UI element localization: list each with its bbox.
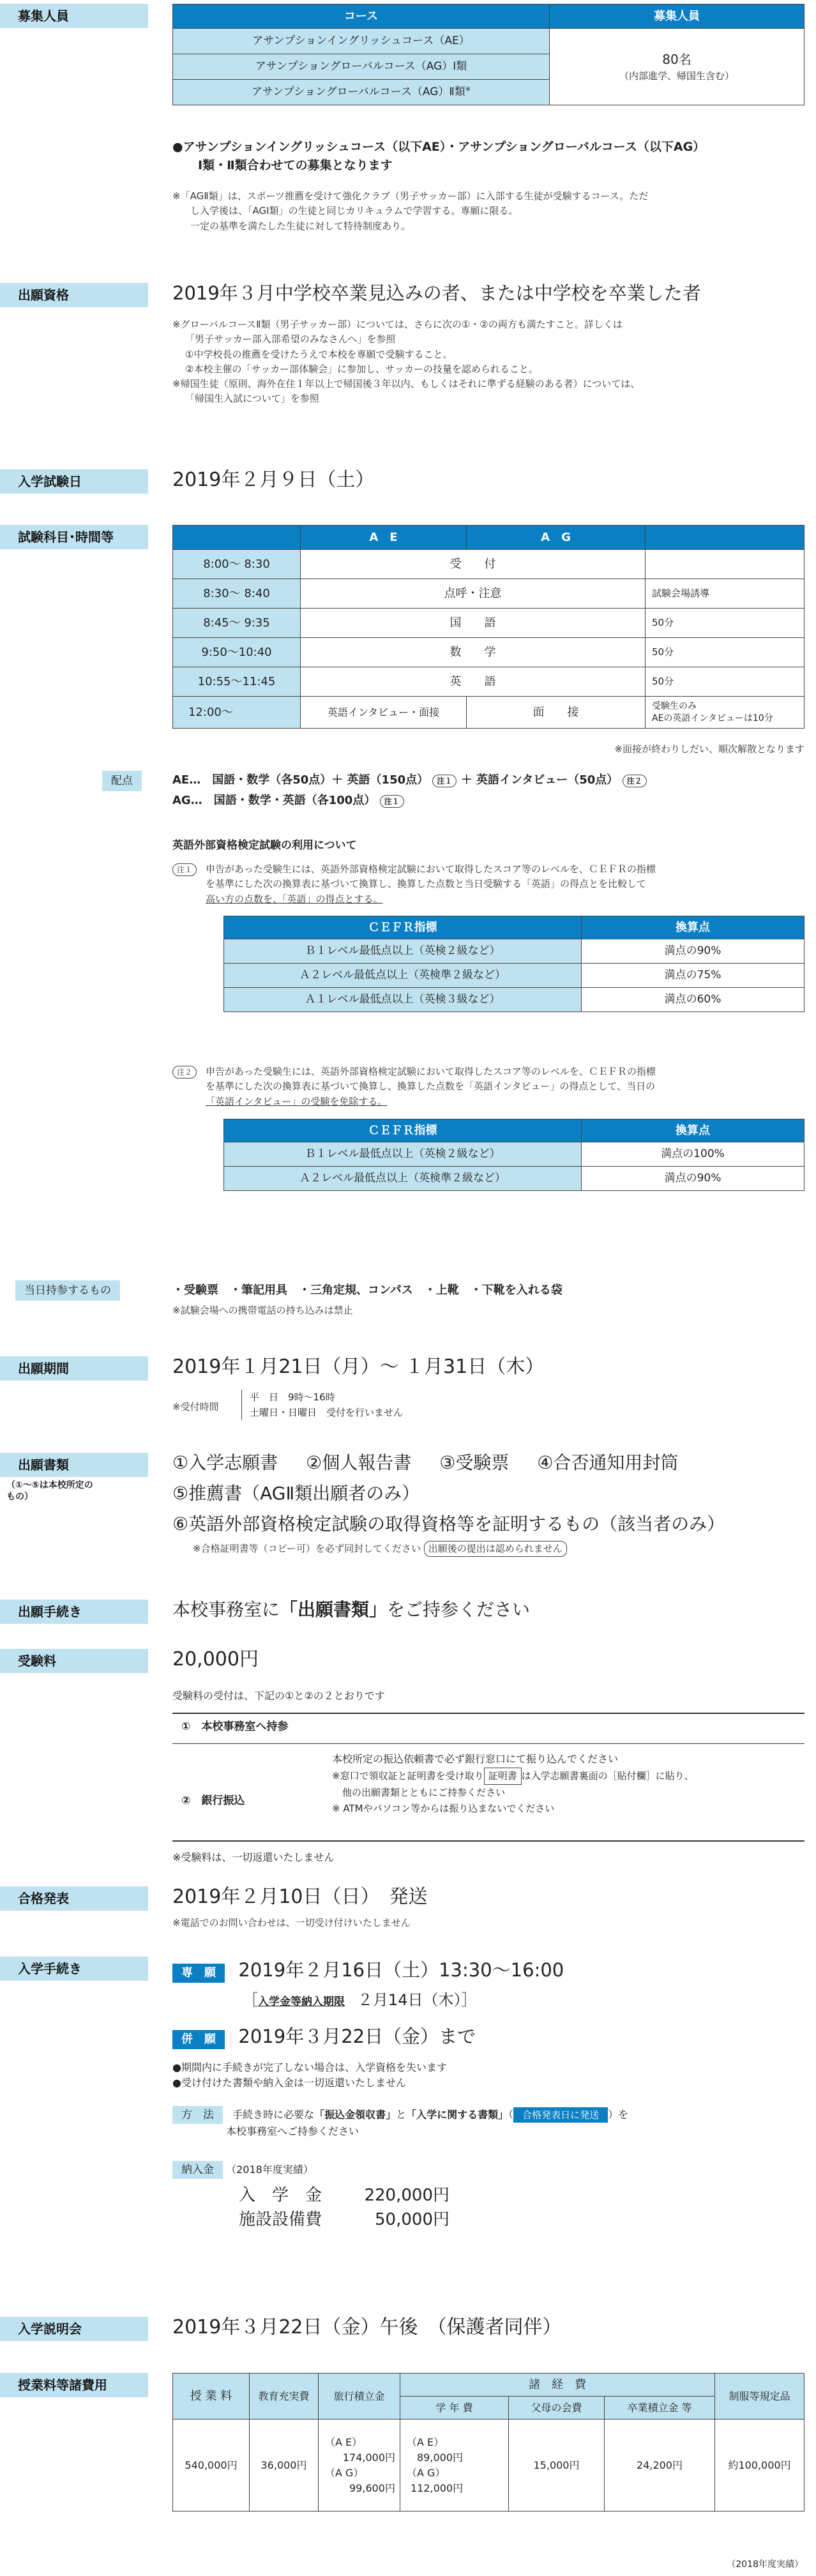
kamoku-note: 試験会場誘導 <box>646 579 805 609</box>
note2-line-3: 「英語インタビュー」の受験を免除する。 <box>206 1095 388 1107</box>
kamoku-note <box>646 550 805 579</box>
shikaku-line-4: ②本校主催の「サッカー部体験会」に参加し、サッカーの技量を認められること。 <box>185 363 538 375</box>
boshu-table <box>172 4 805 105</box>
label-mochimono: 当日持参するもの <box>15 1280 120 1301</box>
shikaku-line-3: ①中学校長の推薦を受けたうえで本校を専願で受験すること。 <box>185 348 453 360</box>
chu1-badge-ag: 注１ <box>380 795 404 808</box>
ryo-footnote: ※受験料は、一切返還いたしません <box>172 1851 335 1863</box>
shikaku-line-1: ※グローバルコースⅡ類（男子サッカー部）については、さらに次の①・②の両方も満たすこと。詳しくは <box>172 319 623 330</box>
fee1-name: 入 学 金 <box>239 2186 322 2205</box>
note2-line-1: 申告があった受験生には、英語外部資格検定試験において取得したスコア等のレベルを、ＣＥＦＲの指標 <box>206 1066 656 1077</box>
note1-badge: 注１ <box>172 863 197 876</box>
happyo-note: ※電話でのお問い合わせは、一切受け付けいたしません <box>172 1917 411 1928</box>
hiyo-h-ryoko: 旅行積立金 <box>319 2374 400 2420</box>
hiyo-h-jugyo: 授 業 料 <box>173 2374 250 2420</box>
fee1-val: 220,000円 <box>364 2186 450 2205</box>
shorui-item-1: ①入学志願書 <box>172 1452 278 1473</box>
kikan-line-1: 平 日 9時〜16時 <box>250 1391 335 1403</box>
note2-block <box>172 1064 805 1109</box>
nyugaku-nonyu <box>172 2161 805 2179</box>
shorui-row3: ⑥英語外部資格検定試験の取得資格等を証明するもの（該当者のみ） <box>172 1513 725 1534</box>
kamoku-subject: 受 付 <box>301 550 646 579</box>
haiten-label: 配点 <box>102 771 142 791</box>
kamoku-last-note-2: AEの英語インタビューは10分 <box>652 713 773 724</box>
hoho-d: 「入学に関する書類」 <box>406 2109 509 2121</box>
hoho-e: 合格発表日に発送 <box>513 2107 608 2123</box>
ryo-m2-l2a: ※窓口で領収証と証明書を受け取り <box>332 1770 484 1782</box>
course-ag2: アサンプショングローバルコース（AG）Ⅱ類※ <box>173 80 550 105</box>
gaku-ag-val: 112,000円 <box>411 2481 464 2494</box>
setsumei-main: 2019年３月22日（金）午後 （保護者同伴） <box>172 2316 562 2338</box>
kikan-line-2: 土曜日・日曜日 受付を行いません <box>250 1407 404 1418</box>
shorui-sub: （①〜⑤は本校所定のもの） <box>6 1480 93 1503</box>
heigan-date: 2019年３月22日（金）まで <box>238 2026 476 2047</box>
shorui-note <box>172 1541 816 1557</box>
kamoku-note: 50分 <box>646 609 805 638</box>
cefr2-score: 満点の90% <box>582 1167 805 1191</box>
nonyu-year: （2018年度実績） <box>226 2163 314 2176</box>
kamoku-head-note <box>646 526 805 550</box>
hoho-c: と <box>396 2109 407 2121</box>
label-kamoku: 試験科目･時間等 <box>0 525 148 549</box>
haiten-ae-a: AE… 国語・数学（各50点）＋ 英語（150点） <box>172 773 429 787</box>
cefr1-score: 満点の60% <box>582 988 805 1012</box>
kamoku-subject: 英 語 <box>301 667 646 697</box>
sengan-date: 2019年２月16日（土）13:30〜16:00 <box>238 1959 564 1981</box>
kamoku-last-note-1: 受験生のみ <box>652 701 697 712</box>
note2-line-2: を基準にした次の換算表に基づいて換算し、換算した点数を「英語インタビュー」の得点として、当日の <box>206 1080 656 1093</box>
kigen-label: 入学金等納入期限 <box>258 1996 345 2008</box>
ryo-m2-l1: 本校所定の振込依頼書で必ず銀行窓口にて振り込んでください <box>332 1753 619 1765</box>
kamoku-time-last: 12:00〜 <box>173 697 301 729</box>
kamoku-table <box>172 525 805 729</box>
heigan-badge: 併 願 <box>172 2030 225 2049</box>
kikan-uke: ※受付時間 <box>172 1401 219 1413</box>
nonyu-chip: 納入金 <box>172 2161 223 2179</box>
hiyo-v-fubo: 15,000円 <box>509 2420 605 2512</box>
course-ae: アサンプションイングリッシュコース（AE） <box>173 29 550 54</box>
shikaku-line-6: 「帰国生入試について」を参照 <box>185 393 319 405</box>
cefr2-level: Ｂ１レベル最低点以上（英検２級など） <box>224 1142 582 1167</box>
boshu-note-bold <box>172 138 805 174</box>
count-sub: （内部進学、帰国生含む） <box>619 70 734 82</box>
boshu-note-small-3: 一定の基準を満たした生徒に対して特待制度あり。 <box>190 220 411 232</box>
hoho-f: を <box>618 2109 629 2121</box>
hiyo-h-sotsu: 卒業積立金 等 <box>605 2397 715 2420</box>
shorui-note-a: ※合格証明書等（コピー可）を必ず同封してください <box>193 1543 421 1554</box>
ryo-m2-l4: ※ ATMやパソコン等からは振り込まないでください <box>332 1802 555 1814</box>
chu1-badge: 注１ <box>432 775 457 787</box>
kamoku-time: 8:00〜 8:30 <box>173 550 301 579</box>
fee2-val: 50,000円 <box>375 2209 450 2229</box>
gaku-ae-label: （A E） <box>407 2436 444 2448</box>
haiten-ae <box>172 771 805 789</box>
kamoku-time: 10:55〜11:45 <box>173 667 301 697</box>
label-shikaku: 出願資格 <box>0 283 148 307</box>
ryo-m2-l2c: は入学志願書裏面の［貼付欄］に貼り、 <box>521 1770 694 1782</box>
label-happyo: 合格発表 <box>0 1886 148 1911</box>
kamoku-time: 9:50〜10:40 <box>173 638 301 667</box>
shorui-item-2: ②個人報告書 <box>306 1452 412 1473</box>
note1-line-3: 高い方の点数を、「英語」の得点とする。 <box>206 893 383 905</box>
shikaku-line-2: 「男子サッカー部入部希望のみなさんへ」を参照 <box>185 333 396 345</box>
kikan-main: 2019年１月21日（月）～ １月31日（木） <box>172 1356 545 1378</box>
hiyo-h-gakuto: 学 年 費 <box>400 2397 509 2420</box>
kikan-hours <box>241 1390 403 1420</box>
ryo-m2-detail <box>332 1751 805 1817</box>
haiten-ag-text: AG… 国語・数学・英語（各100点） <box>172 794 376 807</box>
ryo-m1: ① 本校事務室へ持参 <box>181 1720 289 1733</box>
ryo-rule-mid <box>172 1743 805 1744</box>
chu2-badge: 注２ <box>623 775 647 787</box>
cefr1-level: Ｂ１レベル最低点以上（英検２級など） <box>224 939 582 964</box>
cefr1-score: 満点の75% <box>582 964 805 988</box>
ryo-rule-bottom <box>172 1840 805 1842</box>
course-ag1: アサンプショングローバルコース（AG）Ⅰ類 <box>173 54 550 80</box>
kamoku-last-note <box>646 697 805 729</box>
kamoku-last-ae: 英語インタビュー・面接 <box>301 697 467 729</box>
ryo-desc: 受験料の受付は、下記の①と②の２とおりです <box>172 1690 385 1702</box>
label-tetsuzuki: 出願手続き <box>0 1600 148 1624</box>
col-count: 募集人員 <box>550 4 805 29</box>
hiyo-v-ryoko <box>319 2420 400 2512</box>
count-cell <box>550 29 805 105</box>
kamoku-time: 8:30〜 8:40 <box>173 579 301 609</box>
cefr-table-1 <box>223 916 805 1012</box>
boshu-note-bold-1: ●アサンプションイングリッシュコース（以下AE）・アサンプショングローバルコース（以下AG） <box>172 140 706 154</box>
nyugaku-heigan <box>172 2023 805 2051</box>
label-shorui: 出願書類 <box>0 1453 148 1477</box>
hiyo-h-shokeihi: 諸 経 費 <box>400 2374 715 2397</box>
mochimono-items: ・受験票 ・筆記用具 ・三角定規、コンパス ・上靴 ・下靴を入れる袋 <box>172 1284 563 1297</box>
nyugaku-bullets <box>172 2060 805 2091</box>
ryoko-ae-val: 174,000円 <box>342 2451 395 2464</box>
hiyo-v-kyoiku: 36,000円 <box>250 2420 319 2512</box>
ryo-m2: ② 銀行振込 <box>181 1794 245 1807</box>
hiyo-year: （2018年度実績） <box>727 2559 803 2570</box>
note1-line-1: 申告があった受験生には、英語外部資格検定試験において取得したスコア等のレベルを、ＣＥＦＲの指標 <box>206 863 656 875</box>
label-hiyo: 授業料等諸費用 <box>0 2373 148 2397</box>
hiyo-h-seifuku: 制服等規定品 <box>715 2374 805 2420</box>
hiyo-table <box>172 2373 805 2512</box>
cefr2-level: Ａ２レベル最低点以上（英検準２級など） <box>224 1167 582 1191</box>
ryoko-ae-label: （A E） <box>325 2436 363 2448</box>
kamoku-last-ag: 面 接 <box>467 697 646 729</box>
shorui-row1 <box>172 1450 805 1475</box>
gaibu-title: 英語外部資格検定試験の利用について <box>172 839 357 852</box>
kamoku-head-blank <box>173 526 301 550</box>
shikaku-line-5: ※帰国生徒（原則、海外在住１年以上で帰国後３年以内、もしくはそれに準ずる経験のある者）については、 <box>172 378 640 390</box>
happyo-main: 2019年２月10日（日） 発送 <box>172 1886 428 1908</box>
kamoku-note: 50分 <box>646 638 805 667</box>
nyugaku-b2: ●受け付けた書類や納入金は一切返還いたしません <box>172 2077 406 2089</box>
cefr1-level: Ａ２レベル最低点以上（英検準２級など） <box>224 964 582 988</box>
kamoku-subject: 数 学 <box>301 638 646 667</box>
boshu-note-small-1: ※「AGⅡ類」は、スポーツ推薦を受けて強化クラブ（男子サッカー部）に入部する生徒が受験するコース。ただ <box>172 190 649 202</box>
label-setsumei: 入学説明会 <box>0 2317 148 2341</box>
cefr1-score: 満点の90% <box>582 939 805 964</box>
nyugaku-b1: ●期間内に手続きが完了しない場合は、入学資格を失います <box>172 2061 447 2073</box>
cefr-table-2 <box>223 1119 805 1191</box>
gaku-ae-val: 89,000円 <box>417 2451 463 2464</box>
nyugaku-fees <box>239 2184 450 2232</box>
label-boshu: 募集人員 <box>0 4 148 28</box>
hiyo-v-sotsu: 24,200円 <box>605 2420 715 2512</box>
shikaku-notes <box>172 317 805 407</box>
label-kikan: 出願期間 <box>0 1356 148 1381</box>
label-ryo: 受験料 <box>0 1649 148 1673</box>
tetsuzuki-post: をご持参ください <box>387 1599 531 1620</box>
mochimono-note: ※試験会場への携帯電話の持ち込みは禁止 <box>172 1305 353 1316</box>
shorui-item-4: ④合否通知用封筒 <box>537 1452 679 1473</box>
count-value: 80名 <box>662 52 691 68</box>
course-ag2-sup: ※ <box>465 86 471 93</box>
cefr1-level: Ａ１レベル最低点以上（英検３級など） <box>224 988 582 1012</box>
kamoku-subject: 国 語 <box>301 609 646 638</box>
kamoku-head-ag: A G <box>467 526 646 550</box>
hiyo-h-fubo: 父母の会費 <box>509 2397 605 2420</box>
hoho-chip: 方 法 <box>172 2106 223 2124</box>
sengan-badge: 専 願 <box>172 1964 225 1983</box>
hoho-g: 本校事務室へご持参ください <box>226 2125 359 2137</box>
cefr1-h1: ＣＥＦＲ指標 <box>224 916 582 939</box>
haiten-ae-b: ＋ 英語インタビュー（50点） <box>460 773 619 787</box>
note2-badge: 注２ <box>172 1066 197 1079</box>
hiyo-h-kyoiku: 教育充実費 <box>250 2374 319 2420</box>
hoho-a: 手続き時に必要な <box>232 2109 315 2121</box>
ryo-m2-l2 <box>332 1768 805 1785</box>
label-shikenbi: 入学試験日 <box>0 469 148 494</box>
shikenbi-date: 2019年２月９日（土） <box>172 469 375 491</box>
fee2-name: 施設設備費 <box>239 2209 322 2229</box>
nyugaku-kigen: ［入学金等納入期限 ２月14日（木）］ <box>243 1991 477 2009</box>
gaku-ag-label: （A G） <box>407 2466 446 2479</box>
tetsuzuki-text <box>172 1597 805 1622</box>
ryoko-ag-val: 99,600円 <box>349 2481 395 2494</box>
ryoko-ag-label: （A G） <box>325 2466 364 2479</box>
boshu-note-small <box>172 189 805 234</box>
ryo-m2-l3: 他の出願書類とともにご持参ください <box>342 1787 506 1799</box>
kamoku-subject: 点呼・注意 <box>301 579 646 609</box>
cefr2-score: 満点の100% <box>582 1142 805 1167</box>
tetsuzuki-pre: 本校事務室に <box>172 1599 280 1620</box>
col-course: コース <box>173 4 550 29</box>
shorui-item-3: ③受験票 <box>439 1452 510 1473</box>
boshu-note-bold-2: Ⅰ類・Ⅱ類合わせての募集となります <box>198 158 393 172</box>
shorui-row2: ⑤推薦書（AGⅡ類出願者のみ） <box>172 1483 420 1504</box>
haiten-ag <box>172 792 805 809</box>
cefr1-h2: 換算点 <box>582 916 805 939</box>
hiyo-v-gakuto <box>400 2420 509 2512</box>
kamoku-head-ae: A E <box>301 526 467 550</box>
kamoku-note: 50分 <box>646 667 805 697</box>
label-nyugaku: 入学手続き <box>0 1957 148 1981</box>
kigen-date: ２月14日（木） <box>358 1991 462 2009</box>
hoho-b: 「振込金領収書」 <box>314 2109 397 2121</box>
cefr2-h2: 換算点 <box>582 1119 805 1142</box>
note1-line-2: を基準にした次の換算表に基づいて換算し、換算した点数と当日受験する「英語」の得点とを比較して <box>206 878 647 890</box>
hiyo-v-jugyo: 540,000円 <box>173 2420 250 2512</box>
boshu-note-small-2: し入学後は、「AGⅠ類」の生徒と同じカリキュラムで学習する。専願に限る。 <box>190 205 518 217</box>
shikaku-main: 2019年３月中学校卒業見込みの者、または中学校を卒業した者 <box>172 282 701 304</box>
ryo-amount: 20,000円 <box>172 1648 259 1671</box>
tetsuzuki-strong: 「出願書類」 <box>280 1599 388 1620</box>
kamoku-footnote: ※面接が終わりしだい、順次解散となります <box>614 743 805 755</box>
cefr2-h1: ＣＥＦＲ指標 <box>224 1119 582 1142</box>
shorui-note-b: 出願後の提出は認められません <box>424 1541 567 1557</box>
note1-block <box>172 862 805 907</box>
nyugaku-sengan <box>172 1957 805 1985</box>
ryo-rule-top <box>172 1713 805 1714</box>
nyugaku-hoho: 方 法 手続き時に必要な「振込金領収書」と「入学に関する書類」（ 合格発表日に発送 ）を 本校事務室へご持参ください <box>172 2106 805 2139</box>
kamoku-time: 8:45〜 9:35 <box>173 609 301 638</box>
ryo-m2-l2b: 証明書 <box>484 1768 522 1785</box>
hiyo-v-seifuku: 約100,000円 <box>715 2420 805 2512</box>
